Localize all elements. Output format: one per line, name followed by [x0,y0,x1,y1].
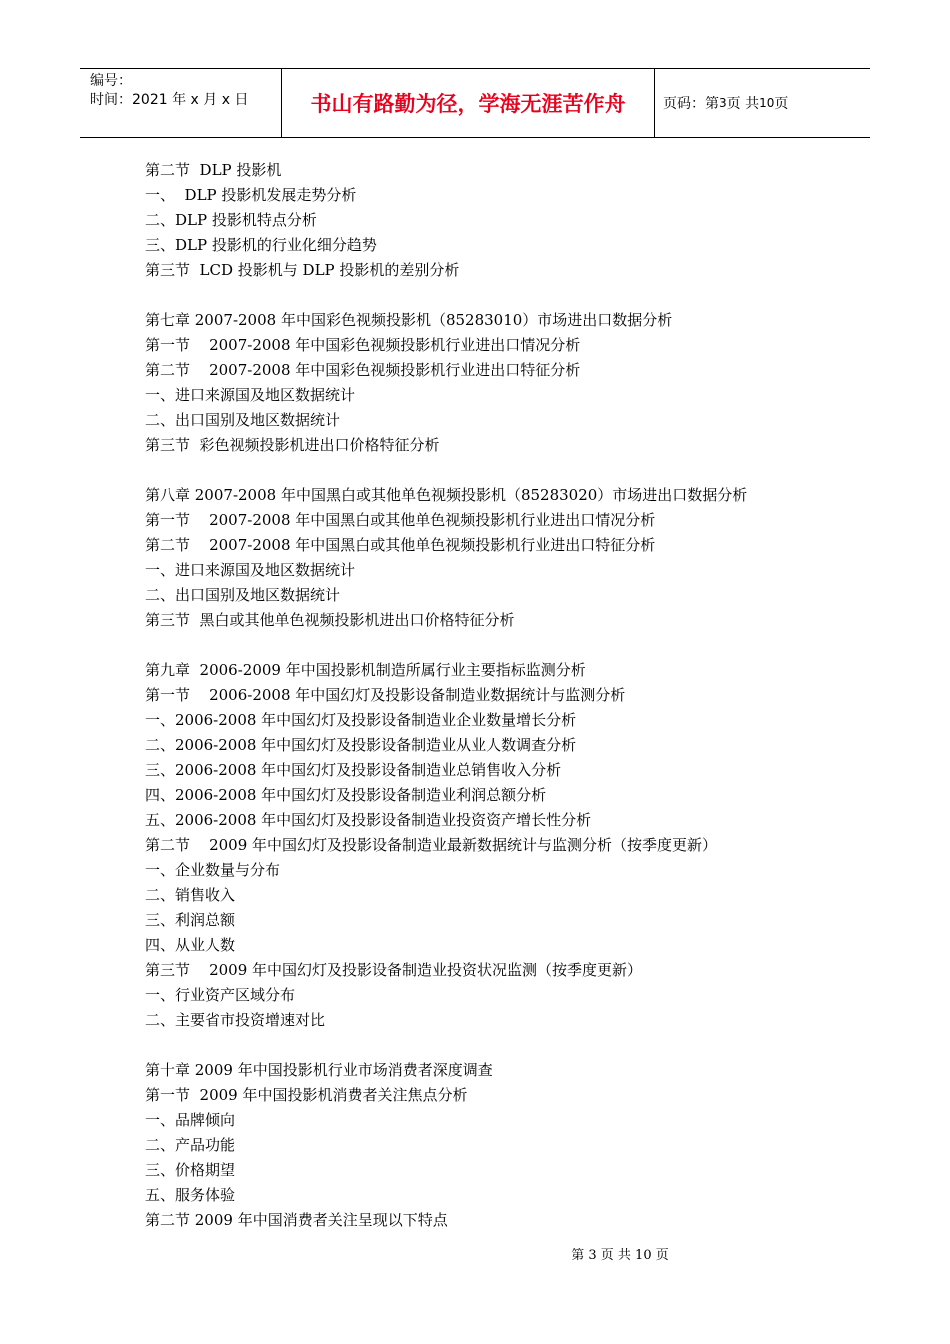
toc-line: 第三节 2009 年中国幻灯及投影设备制造业投资状况监测（按季度更新） [145,961,643,979]
toc-line: 一、行业资产区域分布 [145,986,296,1004]
toc-line: 第一节 2007-2008 年中国彩色视频投影机行业进出口情况分析 [145,336,581,354]
toc-line: 四、从业人数 [145,936,236,954]
toc-line: 四、2006-2008 年中国幻灯及投影设备制造业利润总额分析 [145,786,547,804]
document-time-label: 时间：2021 年 x 月 x 日 [90,92,249,108]
toc-line: 二、出口国别及地区数据统计 [145,411,341,429]
toc-line: 第一节 2006-2008 年中国幻灯及投影设备制造业数据统计与监测分析 [145,686,626,704]
toc-line: 第一节 2009 年中国投影机消费者关注焦点分析 [145,1086,468,1104]
toc-line: 三、价格期望 [145,1161,236,1179]
toc-line: 一、进口来源国及地区数据统计 [145,386,356,404]
page-footer: 第 3 页 共 10 页 [571,1248,669,1263]
toc-line: 第三节 LCD 投影机与 DLP 投影机的差别分析 [145,261,460,279]
toc-spacer [145,633,845,658]
toc-line: 二、2006-2008 年中国幻灯及投影设备制造业从业人数调查分析 [145,736,577,754]
toc-line: 第三节 彩色视频投影机进出口价格特征分析 [145,436,440,454]
header-motto: 书山有路勤为径，学海无涯苦作舟 [310,92,626,116]
toc-line: 第三节 黑白或其他单色视频投影机进出口价格特征分析 [145,611,515,629]
page-total: 10 [759,96,775,110]
toc-line: 一、品牌倾向 [145,1111,236,1129]
toc-spacer [145,458,845,483]
toc-line: 一、 DLP 投影机发展走势分析 [145,186,357,204]
toc-line: 二、DLP 投影机特点分析 [145,211,317,229]
toc-line: 第七章 2007-2008 年中国彩色视频投影机（85283010）市场进出口数据分析 [145,311,673,329]
toc-line: 二、产品功能 [145,1136,236,1154]
toc-line: 二、出口国别及地区数据统计 [145,586,341,604]
toc-line: 第九章 2006-2009 年中国投影机制造所属行业主要指标监测分析 [145,661,586,679]
toc-line: 一、2006-2008 年中国幻灯及投影设备制造业企业数量增长分析 [145,711,577,729]
toc-line: 一、企业数量与分布 [145,861,281,879]
toc-line: 五、服务体验 [145,1186,236,1204]
toc-line: 第二节 DLP 投影机 [145,161,282,179]
toc-line: 第十章 2009 年中国投影机行业市场消费者深度调查 [145,1061,493,1079]
toc-line: 一、进口来源国及地区数据统计 [145,561,356,579]
toc-line: 第二节 2009 年中国幻灯及投影设备制造业最新数据统计与监测分析（按季度更新） [145,836,718,854]
toc-line: 二、主要省市投资增速对比 [145,1011,326,1029]
table-of-contents [145,158,845,1233]
page-label-mid: 页 共 [726,96,760,112]
page-current: 3 [719,96,727,110]
toc-line: 三、DLP 投影机的行业化细分趋势 [145,236,377,254]
page-header [80,68,870,138]
document-number-label: 编号： [90,73,132,89]
header-page-cell [655,69,870,137]
page-label-prefix: 页码：第 [663,96,719,112]
toc-line: 第二节 2007-2008 年中国黑白或其他单色视频投影机行业进出口特征分析 [145,536,656,554]
header-info-cell [80,69,282,137]
toc-line: 三、2006-2008 年中国幻灯及投影设备制造业总销售收入分析 [145,761,562,779]
toc-line: 第一节 2007-2008 年中国黑白或其他单色视频投影机行业进出口情况分析 [145,511,656,529]
toc-line: 第二节 2007-2008 年中国彩色视频投影机行业进出口特征分析 [145,361,581,379]
toc-line: 五、2006-2008 年中国幻灯及投影设备制造业投资资产增长性分析 [145,811,592,829]
page-label-suffix: 页 [774,96,789,112]
toc-line: 第八章 2007-2008 年中国黑白或其他单色视频投影机（85283020）市场进出口数据分析 [145,486,748,504]
toc-spacer [145,1033,845,1058]
header-motto-cell [282,69,655,137]
toc-line: 二、销售收入 [145,886,236,904]
toc-line: 三、利润总额 [145,911,236,929]
toc-spacer [145,283,845,308]
toc-line: 第二节 2009 年中国消费者关注呈现以下特点 [145,1211,448,1229]
